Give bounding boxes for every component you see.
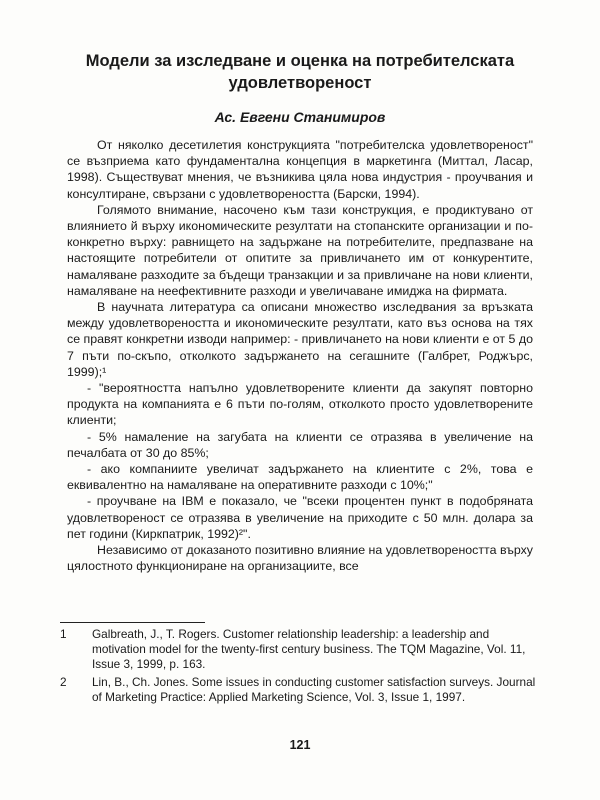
footnote-number: 2: [60, 675, 67, 690]
footnote-divider: [60, 622, 205, 623]
quoted-item: - проучване на IBM е показало, че "всеки процентен пункт в подобряната удовлетвореност се отразява в увеличение на приходите с 50 млн. долара за пет години (Киркпатрик, 1992)²".: [67, 494, 533, 541]
footnote-text: Lin, B., Ch. Jones. Some issues in conducting customer satisfaction surveys. Journal of Marketing Practice: Applied Marketing Science, Vol. 3, Issue 1, 1997.: [92, 675, 536, 705]
paragraph: Независимо от доказаното позитивно влияние на удовлетвореността върху цялостното функциониране на организациите, все: [67, 543, 533, 574]
footnotes: [60, 627, 540, 709]
article-title: Модели за изследване и оценка на потребителската удовлетвореност: [85, 52, 515, 92]
footnote: [60, 627, 540, 671]
quoted-item: - 5% намаление на загубата на клиенти се отразява в увеличение на печалбата от 30 до 85%;: [67, 429, 533, 460]
footnote-number: 1: [60, 627, 67, 641]
footnote: [60, 675, 540, 705]
author-name: Ас. Евгени Станимиров: [214, 109, 386, 125]
paragraph: В научната литература са описани множество изследвания за връзката между удовлетвореността и икономическите резултати, като въз основа на тях се правят конкретни изводи например: - привличането на нови клиенти е от 5 до 7 пъти по-скъпо, отколкото задържането на сегашните (Галбрет, Роджърс, 1999);¹: [67, 300, 533, 379]
footnote-text: Galbreath, J., T. Rogers. Customer relationship leadership: a leadership and motivation model for the twenty-first century business. The TQM Magazine, Vol. 11, Issue 3, 1999, p. 163.: [92, 627, 526, 671]
page-number: 121: [289, 738, 311, 752]
paragraph: Голямото внимание, насочено към тази конструкция, е продиктувано от влиянието й върху икономическите резултати на стопанските организации и по-конкретно върху: равнището на задържане на потребителите, предпазване на настоящите потребители от опитите за привличането им от конкурентите, намаляване разходите за бъдещи транзакции и за привличане на нови клиенти, намаляване на неефективните разходи и увеличаване имиджа на фирмата.: [67, 202, 533, 298]
paragraph: От няколко десетилетия конструкцията "потребителска удовлетвореност" се възприема като фундаментална концепция в маркетинга (Миттал, Ласар, 1998). Съществуват мнения, че възникива цяла нова индустрия - проучвания и консултиране, свързани с удовлетвореността (Барски, 1994).: [67, 138, 533, 201]
article-body: [67, 137, 533, 574]
quoted-item: - ако компаниите увеличат задържането на клиентите с 2%, това е еквивалентно на намаляване на оперативните разходи с 10%;": [67, 462, 533, 493]
quoted-item: - "вероятността напълно удовлетворените клиенти да закупят повторно продукта на компанията е 6 пъти по-голям, отколкото простo удовлетворените клиенти;: [67, 381, 533, 428]
